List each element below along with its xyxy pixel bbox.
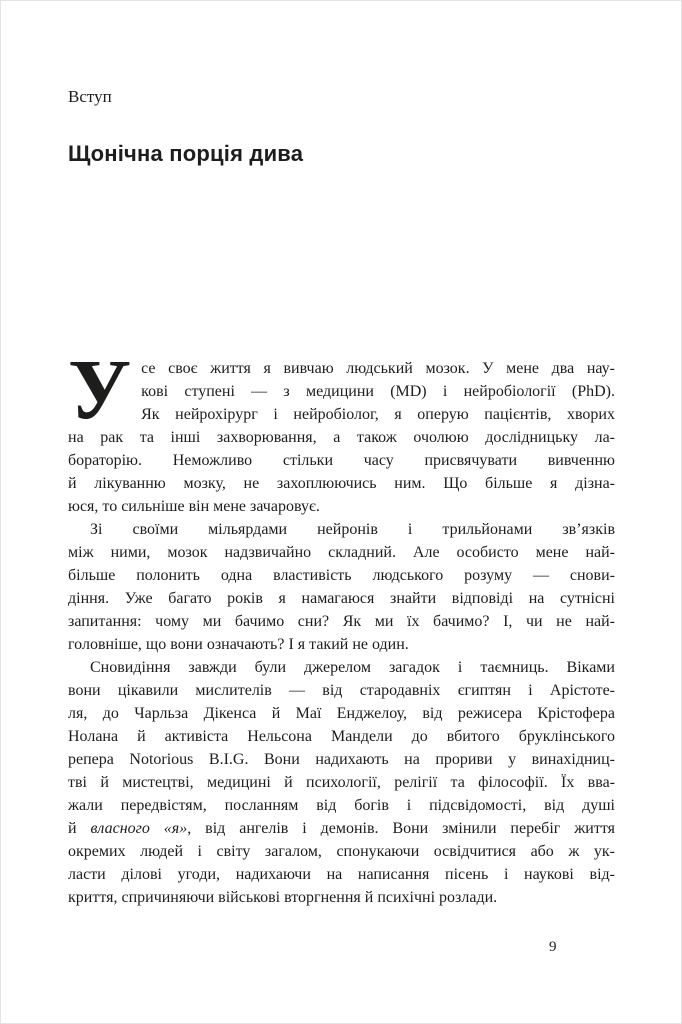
text-line: се своє життя я вивчаю людський мозок. У мене два нау- bbox=[141, 360, 615, 377]
text-segment: й bbox=[68, 820, 91, 837]
paragraph-2 bbox=[68, 518, 615, 656]
text-line: більше полонить одна властивість людського розуму — снови- bbox=[68, 567, 615, 584]
text-line: Сновидіння завжди були джерелом загадок і таємниць. Віками bbox=[90, 659, 615, 676]
text-line: криття, спричиняючи військові вторгнення й психічні розлади. bbox=[68, 889, 498, 906]
text-line: бораторію. Неможливо стільки часу присвячувати вивченню bbox=[68, 452, 615, 469]
text-line: на рак та інші захворювання, а також очолюю дослідницьку ла- bbox=[68, 429, 615, 446]
paragraph-3 bbox=[68, 656, 615, 909]
text-line: ля, до Чарльза Дікенса й Маї Енджелоу, від режисера Крістофера bbox=[68, 705, 615, 722]
text-line: вони цікавили мислителів — від стародавніх єгиптян і Арістоте- bbox=[68, 682, 615, 699]
text-line: жали передвістям, посланням від богів і підсвідомості, від душі bbox=[68, 797, 615, 814]
chapter-kicker: Вступ bbox=[68, 87, 112, 106]
text-line: Як нейрохірург і нейробіолог, я оперую пацієнтів, хворих bbox=[141, 406, 615, 423]
page-number: 9 bbox=[549, 939, 557, 955]
text-line: Зі своїми мільярдами нейронів і трильйонами зв’язків bbox=[90, 521, 615, 538]
text-line: ласти ділові угоди, надихаючи на написання пісень і наукові від- bbox=[68, 866, 615, 883]
text-line: Нолана й активіста Нельсона Мандели до вбитого бруклінського bbox=[68, 728, 615, 745]
text-line: кові ступені — з медицини (MD) і нейробіології (PhD). bbox=[141, 383, 615, 400]
text-line: діння. Уже багато років я намагаюся знайти відповіді на сутнісні bbox=[68, 590, 615, 607]
text-line: тві й мистецтві, медицині й психології, релігії та філософії. Їх вва- bbox=[68, 774, 615, 791]
dropcap-letter: У bbox=[68, 341, 132, 437]
paragraph-1 bbox=[68, 341, 615, 518]
text-line: окремих людей і світу загалом, спонукаючи освідчитися або ж ук- bbox=[68, 843, 615, 860]
text-line: між ними, мозок надзвичайно складний. Але особисто мене най- bbox=[68, 544, 615, 561]
text-line: репера Notorious B.I.G. Вони надихають на прориви у винахідниц- bbox=[68, 751, 615, 768]
text-line: й лікуванню мозку, не захоплюючись ним. Що більше я дізна- bbox=[68, 475, 615, 492]
chapter-title: Щонічна порція дива bbox=[68, 141, 304, 166]
body-text bbox=[68, 341, 616, 909]
text-line-with-italic bbox=[68, 817, 615, 840]
text-line: головніше, що вони означають? І я такий не один. bbox=[68, 636, 409, 653]
text-segment: , від ангелів і демонів. Вони змінили перебіг життя bbox=[187, 820, 616, 837]
text-line: запитання: чому ми бачимо сни? Як ми їх бачимо? І, чи не най- bbox=[68, 613, 615, 630]
italic-text-segment: власного «я» bbox=[90, 820, 188, 837]
text-line: юся, то сильніше він мене зачаровує. bbox=[68, 498, 320, 515]
